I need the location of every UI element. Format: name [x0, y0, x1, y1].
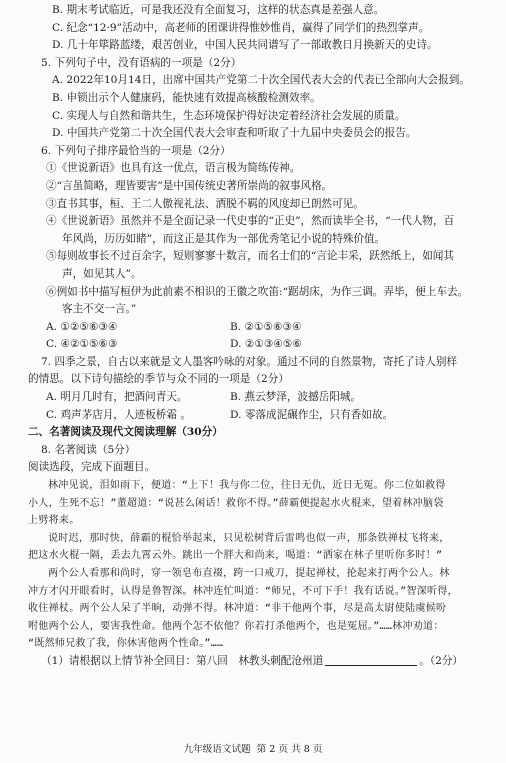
- q5-option-b: B. 申锁出示个人健康码，能快速有效提高核酸检测效率。: [52, 91, 321, 104]
- passage-line: 林冲见说，泪如雨下，便道：“上下！我与你二位，往日无仇，近日无冤。你二位如救得: [48, 480, 446, 492]
- q8-intro: 阅读选段，完成下面题目。: [28, 461, 156, 474]
- passage-line: “既然师兄救了我，你休害他两个性命。”……: [28, 638, 224, 650]
- passage-line: 小人，生死不忘！”董超道：“说甚么闲话！救你不得。”薛霸便提起水火棍来，望着林冲脑袋: [28, 497, 444, 509]
- q6-sentence-6: ⑥例如书中描写桓伊为此前素不相识的王徽之吹笛:“踞胡床，为作三调。弄毕，便上车去。: [46, 285, 469, 298]
- q6-sentence-5-cont: 声，如见其人”。: [62, 267, 142, 280]
- q7-option-d: D. 零落成泥碾作尘，只有香如故。: [230, 408, 394, 421]
- q6-option-b: B. ②①⑤⑥③④: [230, 320, 302, 333]
- q5-option-c: C. 实现人与自然和谐共生，生态环境保护得好决定着经济社会发展的质量。: [52, 109, 406, 122]
- q6-sentence-6-cont: 客主不交一言。”: [62, 303, 137, 316]
- q6-sentence-4: ④《世说新语》虽然并不是全面记录一代史事的“正史”，然而读毕全书，“一代人物，百: [46, 215, 455, 228]
- passage-line: 两个公人看那和尚时，穿一领皂布直裰，跨一口戒刀，提起禅杖，抡起来打两个公人。林: [48, 568, 450, 579]
- passage-line: 冲方才闪开眼看时，认得是鲁智深。林冲连忙叫道：“师兄，不可下手！我有话说。”智深听得，: [28, 585, 458, 597]
- q7-options-row-1: [28, 389, 486, 407]
- q8-subquestion-1: [28, 653, 486, 671]
- q7-option-a: A. 明月几时有，把酒问青天。: [46, 391, 188, 404]
- q7-stem: 7. 四季之景，自古以来就是文人墨客吟咏的对象。通过不同的自然景物，寄托了诗人别样: [41, 355, 458, 368]
- q6-option-c: C. ④②①⑤⑥③: [46, 338, 118, 351]
- q4-option-b: B. 期末考试临近，可是我还没有全面复习，这样的状态真是差强人意。: [52, 4, 385, 16]
- q7-options-row-2: [28, 407, 486, 425]
- q6-sentence-2: ②“言虽简略，理皆要害”是中国传统史著所崇尚的叙事风格。: [46, 179, 333, 192]
- q6-stem: 6. 下列句子排序最恰当的一项是（2分）: [41, 144, 231, 157]
- q6-sentence-1: ①《世说新语》也具有这一优点，语言极为简练传神。: [46, 162, 301, 175]
- q8-stem: 8. 名著阅读（5分）: [41, 443, 136, 456]
- q8-sub1-prompt: （1）请根据以上情节补全回目：第八回 林教头刺配沧州道: [41, 654, 324, 667]
- q4-option-c: C. 纪念“12·9”活动中，高老师的团课讲得惟妙惟肖，赢得了同学们的热烈掌声。: [52, 21, 430, 34]
- q6-options-row-1: [28, 319, 486, 337]
- footer-page-number: 第 2 页 共 8 页: [256, 744, 323, 755]
- q4-option-d: D. 几十年筚路蓝缕，艰苦创业，中国人民共同谱写了一部敢教日月换新天的史诗。: [52, 39, 438, 52]
- passage-line: 上劈将来。: [28, 515, 80, 527]
- passage-line: 咐他两个公人，要害我性命。他两个怎不依他？你若打杀他两个，也是冤屈。”……林冲劝道：: [28, 620, 444, 632]
- q6-sentence-3: ③直书其事，桓、王二人傲视礼法、洒脱不羁的风度却已朗然可见。: [46, 197, 364, 210]
- page-footer: [0, 741, 506, 759]
- q7-option-b: B. 燕云梦泽，波撼岳阳城。: [230, 391, 362, 404]
- section-2-heading: 二、名著阅读及现代文阅读理解（30分）: [28, 426, 223, 439]
- passage-line: 说时迟，那时快，薛霸的棍恰举起来，只见松树背后雷鸣也似一声，那条铁禅杖飞将来，: [48, 532, 450, 544]
- q6-options-row-2: [28, 336, 486, 354]
- footer-exam-title: 九年级语文试题: [183, 744, 251, 755]
- q6-sentence-5: ⑤每则故事长不过百余字，短则寥寥十数言，而名士们的“言论丰采，跃然纸上，如闻其: [46, 250, 454, 263]
- q6-sentence-4-cont: 年风尚，历历如睹”，而这正是其作为一部优秀笔记小说的特殊价值。: [62, 232, 386, 245]
- q5-stem: 5. 下列句子中，没有语病的一项是（2分）: [41, 56, 242, 69]
- q7-stem-cont: 的情思。以下诗句描绘的季节与众不同的一项是（2分）: [28, 373, 289, 386]
- q5-option-a: A. 2022年10月14日，出席中国共产党第二十次全国代表大会的代表已全部向大会报到。: [52, 74, 470, 87]
- q6-option-d: D. ②①③④⑤⑥: [230, 338, 302, 351]
- answer-blank[interactable]: [325, 653, 417, 666]
- passage-line: 收住禅杖。两个公人呆了半晌，动弹不得。林冲道：“非干他两个事，尽是高太尉使陆虞候吩: [28, 603, 447, 615]
- q7-option-c: C. 鸡声茅店月，人迹板桥霜 。: [46, 408, 191, 421]
- q8-sub1-points: 。（2分）: [419, 654, 464, 667]
- q5-option-d: D. 中国共产党第二十次全国代表大会审查和听取了十九届中央委员会的报告。: [52, 127, 417, 140]
- passage-line: 把这水火棍一隔，丢去九霄云外。跳出一个胖大和尚来，喝道：“洒家在林子里听你多时！”: [28, 550, 443, 562]
- page-content: [28, 2, 486, 671]
- q6-option-a: A. ①②⑤⑥③④: [46, 320, 118, 333]
